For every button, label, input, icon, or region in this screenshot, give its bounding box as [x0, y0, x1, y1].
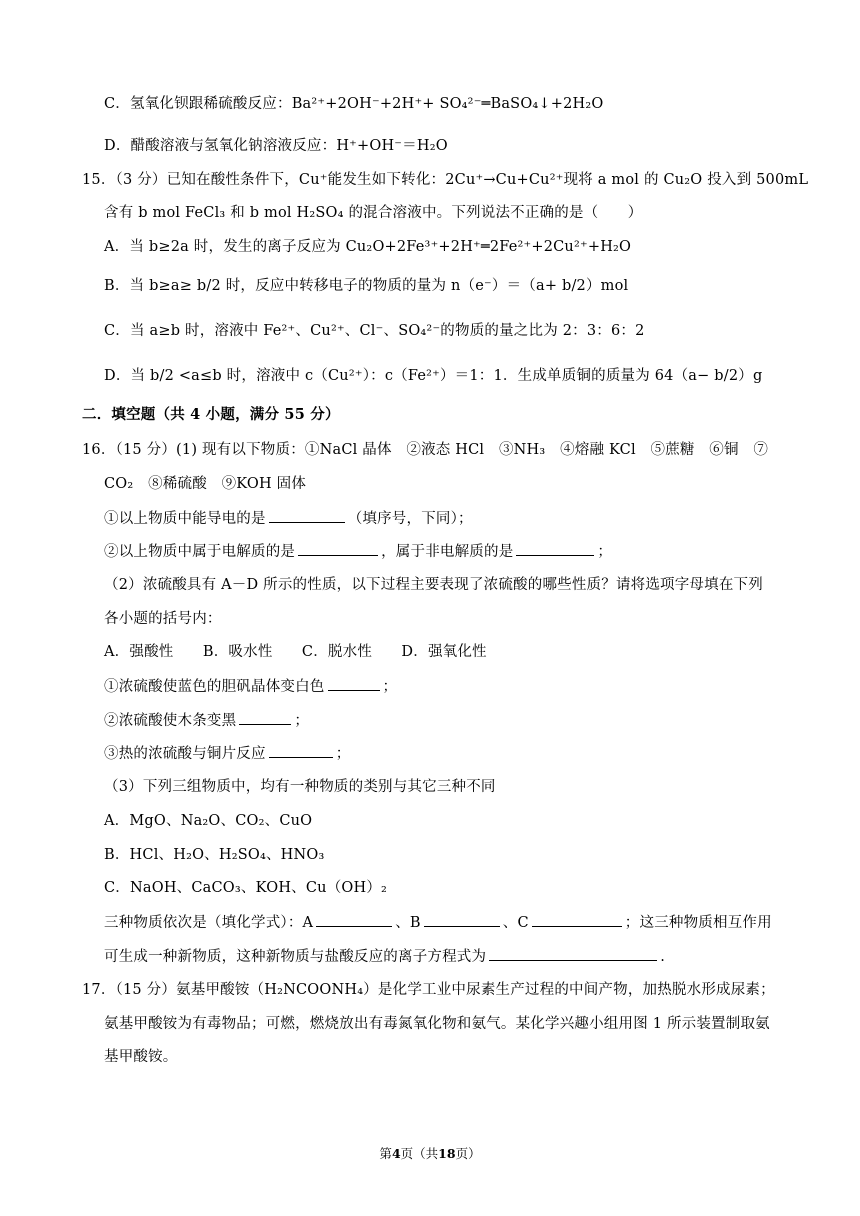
answer-blank[interactable] [269, 508, 345, 523]
q16-part2-line1: （2）浓硫酸具有 A－D 所示的性质，以下过程主要表现了浓硫酸的哪些性质？请将选项字母填在下列 [104, 577, 763, 593]
q16-sub1: ①以上物质中能导电的是 （填序号，下同）； [104, 508, 473, 529]
section-heading: 二．填空题（共 4 小题，满分 55 分） [82, 406, 340, 423]
q16-sub2: ②以上物质中属于电解质的是 ，属于非电解质的是 ； [104, 541, 612, 562]
total-pages: 18 [438, 1146, 456, 1161]
q16-stem-line2: CO₂ ⑧稀硫酸 ⑨KOH 固体 [104, 476, 307, 492]
q14-option-c: C．氢氧化钡跟稀硫酸反应：Ba²⁺+2OH⁻+2H⁺+ SO₄²⁻═BaSO₄↓+2H₂O [104, 96, 604, 112]
answer-blank[interactable] [516, 541, 594, 556]
q16-part3-stem: （3）下列三组物质中，均有一种物质的类别与其它三种不同 [104, 779, 496, 795]
q15-stem-line1: 15．（3 分）已知在酸性条件下，Cu⁺能发生如下转化：2Cu⁺→Cu+Cu²⁺现将 a mol 的 Cu₂O 投入到 500mL [82, 172, 809, 188]
answer-blank[interactable] [532, 912, 622, 927]
q17-line2: 氨基甲酸铵为有毒物品；可燃，燃烧放出有毒氮氧化物和氨气。某化学兴趣小组用图 1 所示装置制取氨 [104, 1016, 770, 1032]
q16-part3-answer: 三种物质依次是（填化学式）：A 、B 、C ；这三种物质相互作用 [104, 912, 772, 933]
answer-blank[interactable] [489, 946, 657, 961]
q15-stem-line2: 含有 b mol FeCl₃ 和 b mol H₂SO₄ 的混合溶液中。下列说法不正确的是（ ） [104, 205, 643, 221]
q16-part3-last: 可生成一种新物质，这种新物质与盐酸反应的离子方程式为 . [104, 946, 665, 967]
page-number: 4 [391, 1146, 401, 1161]
q16-part3-group-c: C．NaOH、CaCO₃、KOH、Cu（OH）₂ [104, 880, 388, 896]
page-footer: 第4页（共18页） [379, 1146, 481, 1161]
q15-option-d: D．当 b/2 <a≤b 时，溶液中 c（Cu²⁺）：c（Fe²⁺）＝1：1．生成单质铜的质量为 64（a− b/2）g [104, 368, 763, 384]
q16-part2-c: ③热的浓硫酸与铜片反应 ； [104, 743, 350, 764]
q15-option-a: A．当 b≥2a 时，发生的离子反应为 Cu₂O+2Fe³⁺+2H⁺═2Fe²⁺+2Cu²⁺+H₂O [104, 239, 632, 255]
answer-blank[interactable] [298, 541, 378, 556]
q16-stem-line1: 16．（15 分）(1) 现有以下物质：①NaCl 晶体 ②液态 HCl ③NH₃ ④熔融 KCl ⑤蔗糖 ⑥铜 ⑦ [82, 442, 769, 458]
q15-option-b: B．当 b≥a≥ b/2 时，反应中转移电子的物质的量为 n（e⁻）＝（a+ b/2）mol [104, 278, 629, 294]
answer-blank[interactable] [269, 743, 333, 758]
q16-part2-line2: 各小题的括号内： [104, 611, 222, 627]
q16-part3-group-a: A．MgO、Na₂O、CO₂、CuO [104, 813, 313, 829]
q17-line1: 17．（15 分）氨基甲酸铵（H₂NCOONH₄）是化学工业中尿素生产过程的中间产物，加热脱水形成尿素； [82, 982, 775, 998]
q16-part2-b: ②浓硫酸使木条变黑 ； [104, 710, 309, 731]
q16-part2-a: ①浓硫酸使蓝色的胆矾晶体变白色 ； [104, 676, 397, 697]
q14-option-d: D．醋酸溶液与氢氧化钠溶液反应：H⁺+OH⁻＝H₂O [104, 138, 448, 154]
answer-blank[interactable] [328, 676, 380, 691]
answer-blank[interactable] [424, 912, 500, 927]
answer-blank[interactable] [316, 912, 392, 927]
q16-part2-options: A．强酸性 B．吸水性 C．脱水性 D．强氧化性 [104, 644, 487, 660]
answer-blank[interactable] [239, 710, 291, 725]
q17-line3: 基甲酸铵。 [104, 1049, 178, 1065]
q16-part3-group-b: B．HCl、H₂O、H₂SO₄、HNO₃ [104, 847, 325, 863]
q15-option-c: C．当 a≥b 时，溶液中 Fe²⁺、Cu²⁺、Cl⁻、SO₄²⁻的物质的量之比为 2：3：6：2 [104, 323, 645, 339]
